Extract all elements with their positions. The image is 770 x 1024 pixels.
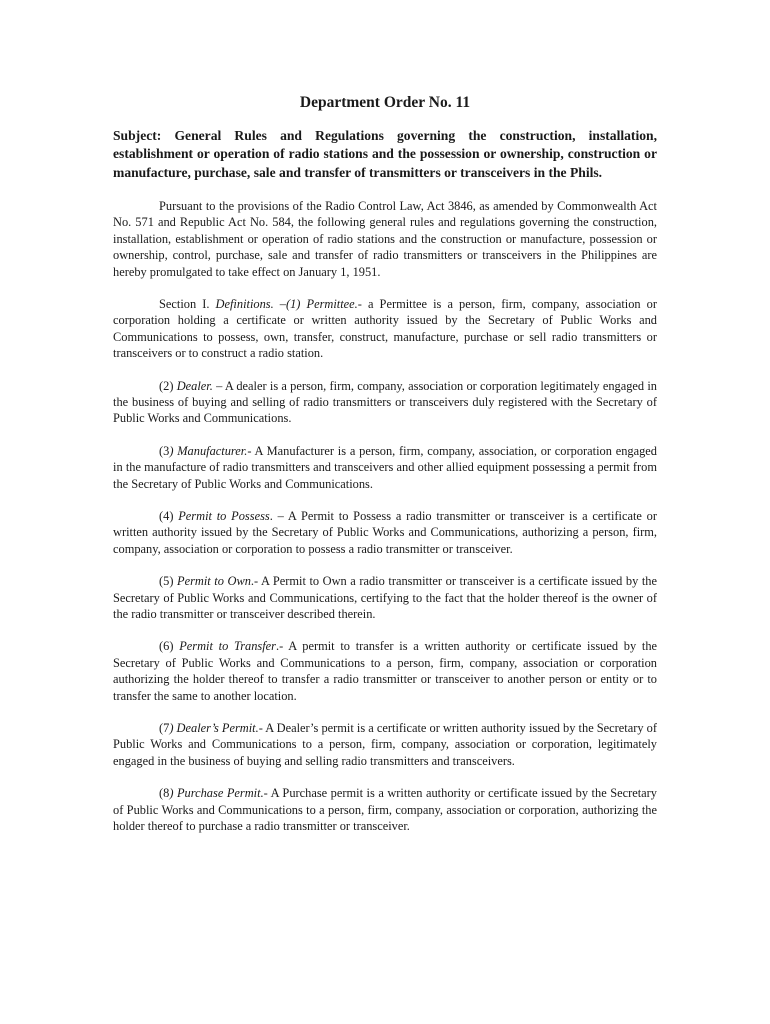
section-prefix: (6) <box>159 639 180 654</box>
section-prefix: (4) <box>159 508 179 523</box>
document-subject: Subject: General Rules and Regulations governing the construction, installation, establishment or operation of radio stations and the possession or ownership, construction or manufacture, purchase, sale and transfer of transmitters or transceivers in the Phils. <box>113 128 657 180</box>
definition-body: - a Permittee is a person, firm, company, association or corporation holding a certificate or written authority issued by the Secretary of Public Works and Communications to possess, own, transfer, construct, manufacture, purchase or sell radio transmitters or transceivers or to construct a radio station. <box>113 296 657 361</box>
section-prefix: (3 <box>159 443 170 458</box>
section-prefix: (2) <box>159 378 177 393</box>
definition-body: – A dealer is a person, firm, company, association or corporation legitimately engaged in the business of buying and selling of radio transmitters or transceivers duly registered with the Secretary of Public Works and Communications. <box>113 378 657 426</box>
section-prefix: (8 <box>159 786 170 801</box>
definition-term: ) Purchase Permit. <box>169 786 264 801</box>
preamble-paragraph: Pursuant to the provisions of the Radio Control Law, Act 3846, as amended by Commonwealth Act No. 571 and Republic Act No. 584, the following general rules and regulations governing the construction, installation, establishment or operation of radio stations and the construction or manufacture, possession or ownership, control, purchase, sale and transfer of radio transmitters or transceivers in the Philippines are hereby promulgated to take effect on January 1, 1951. <box>113 198 657 279</box>
definition-term: Definitions. –(1) Permittee. <box>215 296 358 311</box>
definition-dealer <box>113 378 657 427</box>
definition-permit-to-own <box>113 573 657 622</box>
definition-manufacturer <box>113 443 657 492</box>
definition-term: ) Dealer’s Permit. <box>169 721 259 736</box>
definition-body: - A Dealer’s permit is a certificate or written authority issued by the Secretary of Public Works and Communications to a person, firm, company, association or corporation, legitimately engaged in the business of buying and selling radio transmitters and transceivers. <box>113 721 657 768</box>
definition-term: Dealer. <box>176 378 213 393</box>
definition-permit-to-transfer <box>113 638 657 704</box>
definition-body: - A Manufacturer is a person, firm, company, association, or corporation engaged in the manufacture of radio transmitters and transceivers and other allied equipment possessing a permit from the Secretary of Public Works and Communications. <box>113 443 657 491</box>
section-prefix: (5) <box>159 574 178 589</box>
document-title: Department Order No. 11 <box>299 94 471 111</box>
definition-term: Permit to Possess <box>178 508 270 523</box>
definition-body: - A Purchase permit is a written authority or certificate issued by the Secretary of Public Works and Communications to a person, firm, company, association or corporation, authorizing the holder thereof to purchase a radio transmitter or transceiver. <box>113 786 657 834</box>
definition-body: .- A permit to transfer is a written authority or certificate issued by the Secretary of Public Works and Communications to a person, firm, company, association or corporation authorizing the holder thereof to transfer a radio transmitter or transceiver to another person or entity or to transfer the same to another location. <box>113 639 658 703</box>
definition-body: . – A Permit to Possess a radio transmitter or transceiver is a certificate or written authority issued by the Secretary of Public Works and Communications, authorizing a person, firm, company, association or corporation to possess a radio transmitter or transceiver. <box>113 508 658 556</box>
definition-body: .- A Permit to Own a radio transmitter or transceiver is a certificate issued by the Secretary of Public Works and Communications, certifying to the fact that the holder thereof is the owner of the radio transmitter or transceiver described therein. <box>113 574 658 622</box>
definition-permittee <box>113 296 657 362</box>
definition-purchase-permit <box>113 785 657 834</box>
definition-permit-to-possess <box>113 508 657 557</box>
document-page <box>113 92 657 850</box>
section-prefix: Section I. <box>159 296 216 311</box>
section-prefix: (7 <box>159 721 170 736</box>
definition-term: ) Manufacturer. <box>169 443 248 458</box>
definition-dealers-permit <box>113 720 657 769</box>
definition-term: Permit to Transfer <box>179 639 277 654</box>
definition-term: Permit to Own <box>177 574 251 589</box>
